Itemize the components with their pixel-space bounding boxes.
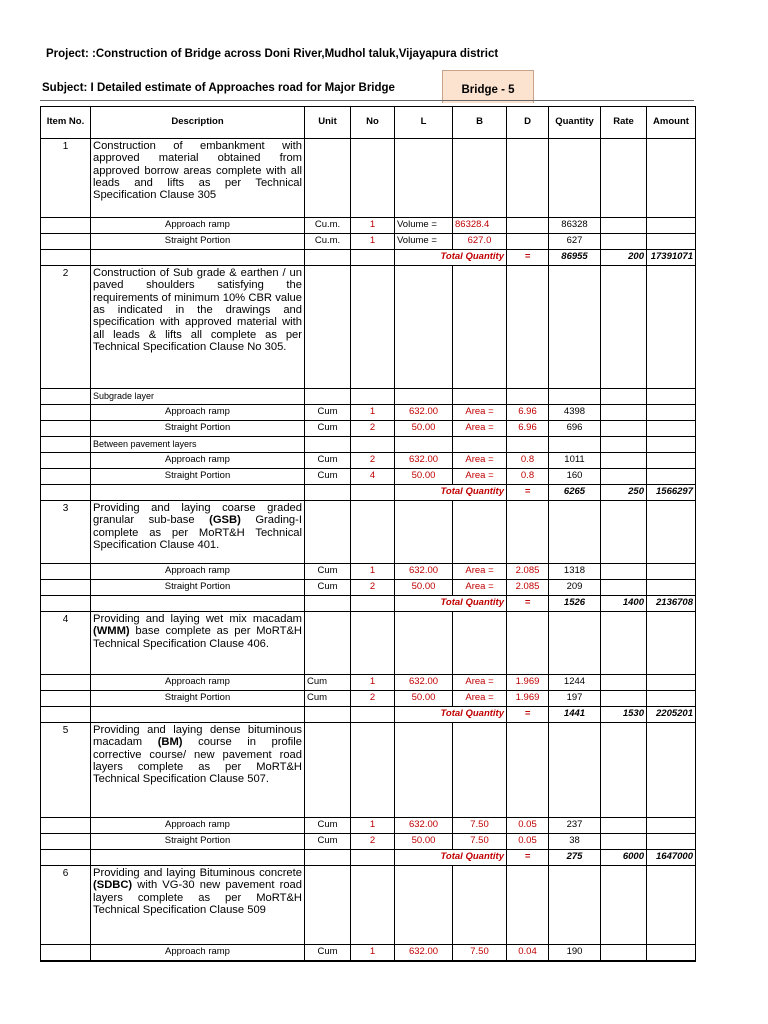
no-cell: 1 [351, 218, 395, 234]
unit-cell: Cum [305, 469, 351, 485]
item-number: 3 [41, 501, 91, 564]
total-row [41, 485, 696, 501]
unit-cell: Cum [305, 834, 351, 850]
item-number: 6 [41, 866, 91, 945]
item-row [41, 266, 696, 389]
l-cell: 632.00 [395, 818, 453, 834]
l-cell: 50.00 [395, 421, 453, 437]
table-row [41, 564, 696, 580]
quantity-cell: 197 [549, 691, 601, 707]
table-row [41, 945, 696, 962]
total-row [41, 850, 696, 866]
total-row [41, 250, 696, 266]
unit-cell: Cum [305, 818, 351, 834]
item-description [91, 266, 305, 389]
quantity-cell: 237 [549, 818, 601, 834]
l-cell: 632.00 [395, 564, 453, 580]
sub-item-name: Approach ramp [91, 564, 305, 580]
group-label: Subgrade layer [91, 389, 305, 405]
table-header-row [41, 107, 696, 139]
table-row [41, 469, 696, 485]
quantity-cell: 4398 [549, 405, 601, 421]
item-row [41, 612, 696, 675]
area-label: Area = [453, 691, 507, 707]
quantity-cell: 696 [549, 421, 601, 437]
col-header-l: L [395, 107, 453, 139]
rate-value: 1530 [601, 707, 647, 723]
area-label: Area = [453, 580, 507, 596]
item-row [41, 139, 696, 218]
sub-item-name: Straight Portion [91, 834, 305, 850]
item-row [41, 866, 696, 945]
rate-value: 6000 [601, 850, 647, 866]
no-cell: 4 [351, 469, 395, 485]
group-row [41, 437, 696, 453]
b-cell: 7.50 [453, 818, 507, 834]
unit-cell: Cum [305, 945, 351, 962]
unit-cell: Cum [305, 691, 351, 707]
table-row [41, 218, 696, 234]
col-header-unit: Unit [305, 107, 351, 139]
rate-value: 1400 [601, 596, 647, 612]
estimate-table [40, 106, 696, 962]
col-header-description: Description [91, 107, 305, 139]
table-row [41, 691, 696, 707]
table-row [41, 453, 696, 469]
no-cell: 2 [351, 834, 395, 850]
total-equals: = [507, 485, 549, 501]
sub-item-name: Approach ramp [91, 675, 305, 691]
l-cell: 632.00 [395, 675, 453, 691]
total-quantity-label: Total Quantity [395, 707, 507, 723]
no-cell: 2 [351, 453, 395, 469]
table-row [41, 580, 696, 596]
d-cell: 0.8 [507, 453, 549, 469]
sub-item-name: Approach ramp [91, 453, 305, 469]
col-header-item-no: Item No. [41, 107, 91, 139]
item-number: 4 [41, 612, 91, 675]
sub-item-name: Straight Portion [91, 580, 305, 596]
quantity-cell: 1244 [549, 675, 601, 691]
sub-item-name: Approach ramp [91, 945, 305, 962]
col-header-quantity: Quantity [549, 107, 601, 139]
area-label: Area = [453, 564, 507, 580]
l-cell: 50.00 [395, 834, 453, 850]
total-equals: = [507, 707, 549, 723]
group-row [41, 389, 696, 405]
l-cell: 632.00 [395, 405, 453, 421]
unit-cell: Cum [305, 675, 351, 691]
item-description [91, 866, 305, 945]
total-equals: = [507, 850, 549, 866]
total-quantity-label: Total Quantity [395, 850, 507, 866]
item-description-text: Construction of Sub grade & earthen / un paved shoulders satisfying the requirements of minimum 10% CBR value as indicated in the drawings and specification with approved material with all leads & lifts all complete as per Technical Specification Clause No 305. [93, 267, 302, 353]
item-description-text: Providing and laying dense bituminous macadam (BM) course in profile corrective course/ new pavement road layers complete as per MoRT&H Technical Specification Clause 507. [93, 724, 302, 786]
table-row [41, 675, 696, 691]
sub-item-name: Straight Portion [91, 691, 305, 707]
amount-value: 1647000 [647, 850, 696, 866]
d-cell: 6.96 [507, 421, 549, 437]
item-description [91, 139, 305, 218]
total-quantity-value: 86955 [549, 250, 601, 266]
sub-item-name: Straight Portion [91, 234, 305, 250]
total-equals: = [507, 250, 549, 266]
sub-item-name: Approach ramp [91, 218, 305, 234]
item-number: 2 [41, 266, 91, 389]
l-cell: 50.00 [395, 469, 453, 485]
item-description-text: Construction of embankment with approved material obtained from approved borrow areas complete with all leads and lifts as per Technical Specification Clause 305 [93, 140, 302, 202]
volume-label: Volume = [395, 234, 453, 250]
sub-item-name: Straight Portion [91, 469, 305, 485]
amount-value: 2205201 [647, 707, 696, 723]
no-cell: 1 [351, 818, 395, 834]
no-cell: 2 [351, 580, 395, 596]
d-cell: 6.96 [507, 405, 549, 421]
area-label: Area = [453, 453, 507, 469]
d-cell: 1.969 [507, 691, 549, 707]
subject-underline [40, 100, 694, 101]
rate-value: 200 [601, 250, 647, 266]
item-description [91, 501, 305, 564]
unit-cell: Cum [305, 421, 351, 437]
item-description [91, 723, 305, 818]
total-equals: = [507, 596, 549, 612]
d-cell: 2.085 [507, 564, 549, 580]
unit-cell: Cu.m. [305, 218, 351, 234]
item-description-text: Providing and laying Bituminous concrete (SDBC) with VG-30 new pavement road layers complete as per MoRT&H Technical Specification Clause 509 [93, 867, 302, 916]
area-label: Area = [453, 405, 507, 421]
quantity-cell: 209 [549, 580, 601, 596]
b-cell: 627.0 [453, 234, 507, 250]
item-number: 1 [41, 139, 91, 218]
item-description-text: Providing and laying coarse graded granular sub-base (GSB) Grading-I complete as per MoRT&H Technical Specification Clause 401. [93, 502, 302, 551]
rate-value: 250 [601, 485, 647, 501]
item-row [41, 501, 696, 564]
area-label: Area = [453, 675, 507, 691]
sub-item-name: Straight Portion [91, 421, 305, 437]
unit-cell: Cum [305, 580, 351, 596]
no-cell: 1 [351, 234, 395, 250]
d-cell: 0.05 [507, 818, 549, 834]
no-cell: 1 [351, 405, 395, 421]
total-quantity-value: 1526 [549, 596, 601, 612]
quantity-cell: 160 [549, 469, 601, 485]
d-cell: 0.8 [507, 469, 549, 485]
table-row [41, 834, 696, 850]
unit-cell: Cum [305, 453, 351, 469]
col-header-amount: Amount [647, 107, 696, 139]
table-row [41, 234, 696, 250]
total-row [41, 596, 696, 612]
col-header-rate: Rate [601, 107, 647, 139]
sub-item-name: Approach ramp [91, 818, 305, 834]
item-description [91, 612, 305, 675]
no-cell: 1 [351, 675, 395, 691]
d-cell: 0.05 [507, 834, 549, 850]
no-cell: 1 [351, 945, 395, 962]
quantity-cell: 86328 [549, 218, 601, 234]
b-cell: 86328.4 [453, 218, 507, 234]
table-row [41, 405, 696, 421]
d-cell: 2.085 [507, 580, 549, 596]
no-cell: 1 [351, 564, 395, 580]
item-description-text: Providing and laying wet mix macadam (WMM) base complete as per MoRT&H Technical Specification Clause 406. [93, 613, 302, 650]
d-cell: 0.04 [507, 945, 549, 962]
total-row [41, 707, 696, 723]
l-cell: 632.00 [395, 945, 453, 962]
table-row [41, 421, 696, 437]
quantity-cell: 1011 [549, 453, 601, 469]
total-quantity-label: Total Quantity [395, 596, 507, 612]
quantity-cell: 1318 [549, 564, 601, 580]
quantity-cell: 627 [549, 234, 601, 250]
area-label: Area = [453, 421, 507, 437]
item-row [41, 723, 696, 818]
quantity-cell: 190 [549, 945, 601, 962]
total-quantity-value: 1441 [549, 707, 601, 723]
col-header-b: B [453, 107, 507, 139]
unit-cell: Cu.m. [305, 234, 351, 250]
total-quantity-value: 6265 [549, 485, 601, 501]
subject-title: Subject: I Detailed estimate of Approaches road for Major Bridge [42, 82, 395, 94]
b-cell: 7.50 [453, 834, 507, 850]
no-cell: 2 [351, 691, 395, 707]
col-header-no: No [351, 107, 395, 139]
no-cell: 2 [351, 421, 395, 437]
table-row [41, 818, 696, 834]
unit-cell: Cum [305, 405, 351, 421]
item-number: 5 [41, 723, 91, 818]
amount-value: 1566297 [647, 485, 696, 501]
amount-value: 2136708 [647, 596, 696, 612]
total-quantity-label: Total Quantity [395, 250, 507, 266]
quantity-cell: 38 [549, 834, 601, 850]
col-header-d: D [507, 107, 549, 139]
volume-label: Volume = [395, 218, 453, 234]
bridge-label: Bridge - 5 [442, 70, 534, 103]
project-title: Project: :Construction of Bridge across Doni River,Mudhol taluk,Vijayapura district [46, 48, 499, 60]
l-cell: 50.00 [395, 580, 453, 596]
total-quantity-value: 275 [549, 850, 601, 866]
b-cell: 7.50 [453, 945, 507, 962]
l-cell: 632.00 [395, 453, 453, 469]
sub-item-name: Approach ramp [91, 405, 305, 421]
amount-value: 17391071 [647, 250, 696, 266]
unit-cell: Cum [305, 564, 351, 580]
area-label: Area = [453, 469, 507, 485]
l-cell: 50.00 [395, 691, 453, 707]
d-cell: 1.969 [507, 675, 549, 691]
group-label: Between pavement layers [91, 437, 305, 453]
total-quantity-label: Total Quantity [395, 485, 507, 501]
